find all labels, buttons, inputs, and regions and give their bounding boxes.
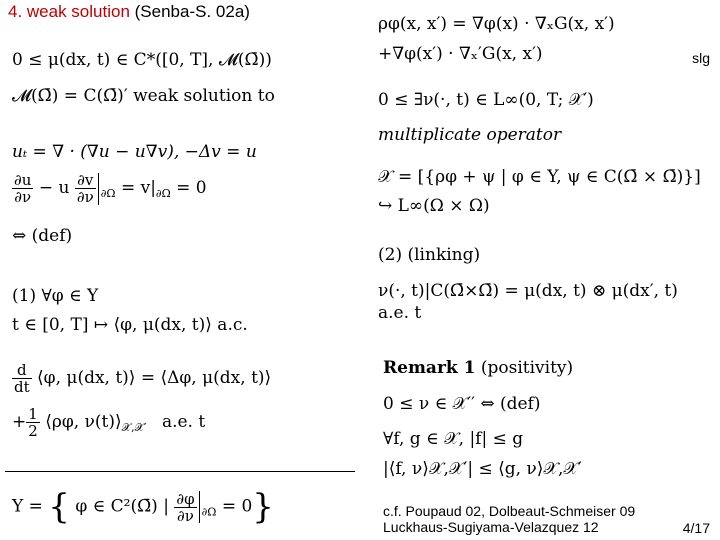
embedding-line: ↪ L∞(Ω × Ω) — [378, 196, 490, 216]
time-derivative-line: $\frac{d}{dt}$ ⟨φ, μ(dx, t)⟩ = ⟨Δφ, μ(dx, t)⟩ — [14, 361, 272, 396]
pde-system: uₜ = ∇ · (∇u − u∇v), −Δv = u — [12, 142, 257, 162]
half-rho-line: + $\frac{1}{2}$ ⟨ρφ, $\nu(t)⟩_{𝒳,𝒳'}$ a.e. t — [12, 405, 206, 440]
positivity-def: 0 ≤ ν ∈ 𝒳′′ ⇔ (def) — [383, 394, 541, 414]
minus-u: − u — [38, 178, 70, 198]
x-space-definition: 𝒳 = [{ρφ + ψ | φ ∈ Y, ψ ∈ C(Ω̄ × Ω̄)}] — [378, 167, 701, 187]
slide-title — [8, 2, 250, 22]
linking-equation: ν(·, t)|C(Ω̄×Ω̄) = μ(dx, t) ⊗ μ(dx′, t) — [378, 281, 678, 301]
y-space-definition: Y = { φ ∈ C²(Ω̄) | $\frac{\partial\varphi}{\partial\nu}$ $_{\partial\Omega}$ = 0} — [12, 487, 274, 527]
linking-heading: (2) (linking) — [378, 245, 481, 265]
positivity-inequality: |⟨f, ν⟩𝒳,𝒳′| ≤ ⟨g, ν⟩𝒳,𝒳′ — [383, 459, 582, 479]
positivity-forall: ∀f, g ∈ 𝒳, |f| ≤ g — [383, 429, 524, 449]
remark-subtitle: (positivity) — [480, 358, 574, 378]
remark-heading — [383, 358, 573, 378]
boundary-condition: $\frac{\partial u}{\partial\nu}$ − u $\frac{\partial v}{\partial\nu}$ $_{\partial\Omega} = v|_{\partial\Omega} = 0$ — [14, 171, 207, 206]
boundary-sub: ∂Ω — [100, 187, 116, 200]
title-number: 4. weak solution — [8, 2, 130, 21]
continuity-line: t ∈ [0, T] ↦ ⟨φ, μ(dx, t)⟩ a.c. — [12, 315, 248, 335]
measure-definition: 0 ≤ μ(dx, t) ∈ C*([0, T], 𝓜(Ω̄)) — [12, 50, 272, 70]
title-citation: (Senba-S. 02a) — [134, 2, 250, 21]
reference-line-1: c.f. Poupaud 02, Dolbeaut-Schmeiser 09 — [383, 503, 636, 519]
def-equivalence: ⇔ (def) — [12, 226, 73, 246]
author-tag: slg — [692, 50, 710, 66]
condition-1: (1) ∀φ ∈ Y — [12, 286, 99, 306]
nu-existence: 0 ≤ ∃ν(·, t) ∈ L∞(0, T; 𝒳′) — [378, 90, 594, 110]
rho-definition-cont: +∇φ(x′) · ∇ₓ′G(x, x′) — [378, 44, 543, 64]
divider-line — [5, 471, 355, 472]
rho-definition: ρφ(x, x′) = ∇φ(x) · ∇ₓG(x, x′) — [378, 14, 615, 34]
equals-zero: = 0 — [176, 178, 207, 198]
reference-line-2: Luckhaus-Sugiyama-Velazquez 12 — [383, 519, 599, 535]
linking-ae: a.e. t — [378, 303, 422, 323]
page-number: 4/17 — [682, 520, 710, 536]
equals-v: = v| — [120, 178, 156, 198]
multiplicate-operator: multiplicate operator — [378, 125, 562, 145]
remark-label: Remark 1 — [383, 358, 476, 378]
weak-solution-line: 𝓜(Ω̄) = C(Ω̄)′ weak solution to — [12, 86, 275, 106]
dv-dnu-frac: $\frac{\partial v}{\partial\nu}$ — [76, 171, 94, 206]
du-dnu-frac: $\frac{\partial u}{\partial\nu}$ — [14, 171, 32, 206]
